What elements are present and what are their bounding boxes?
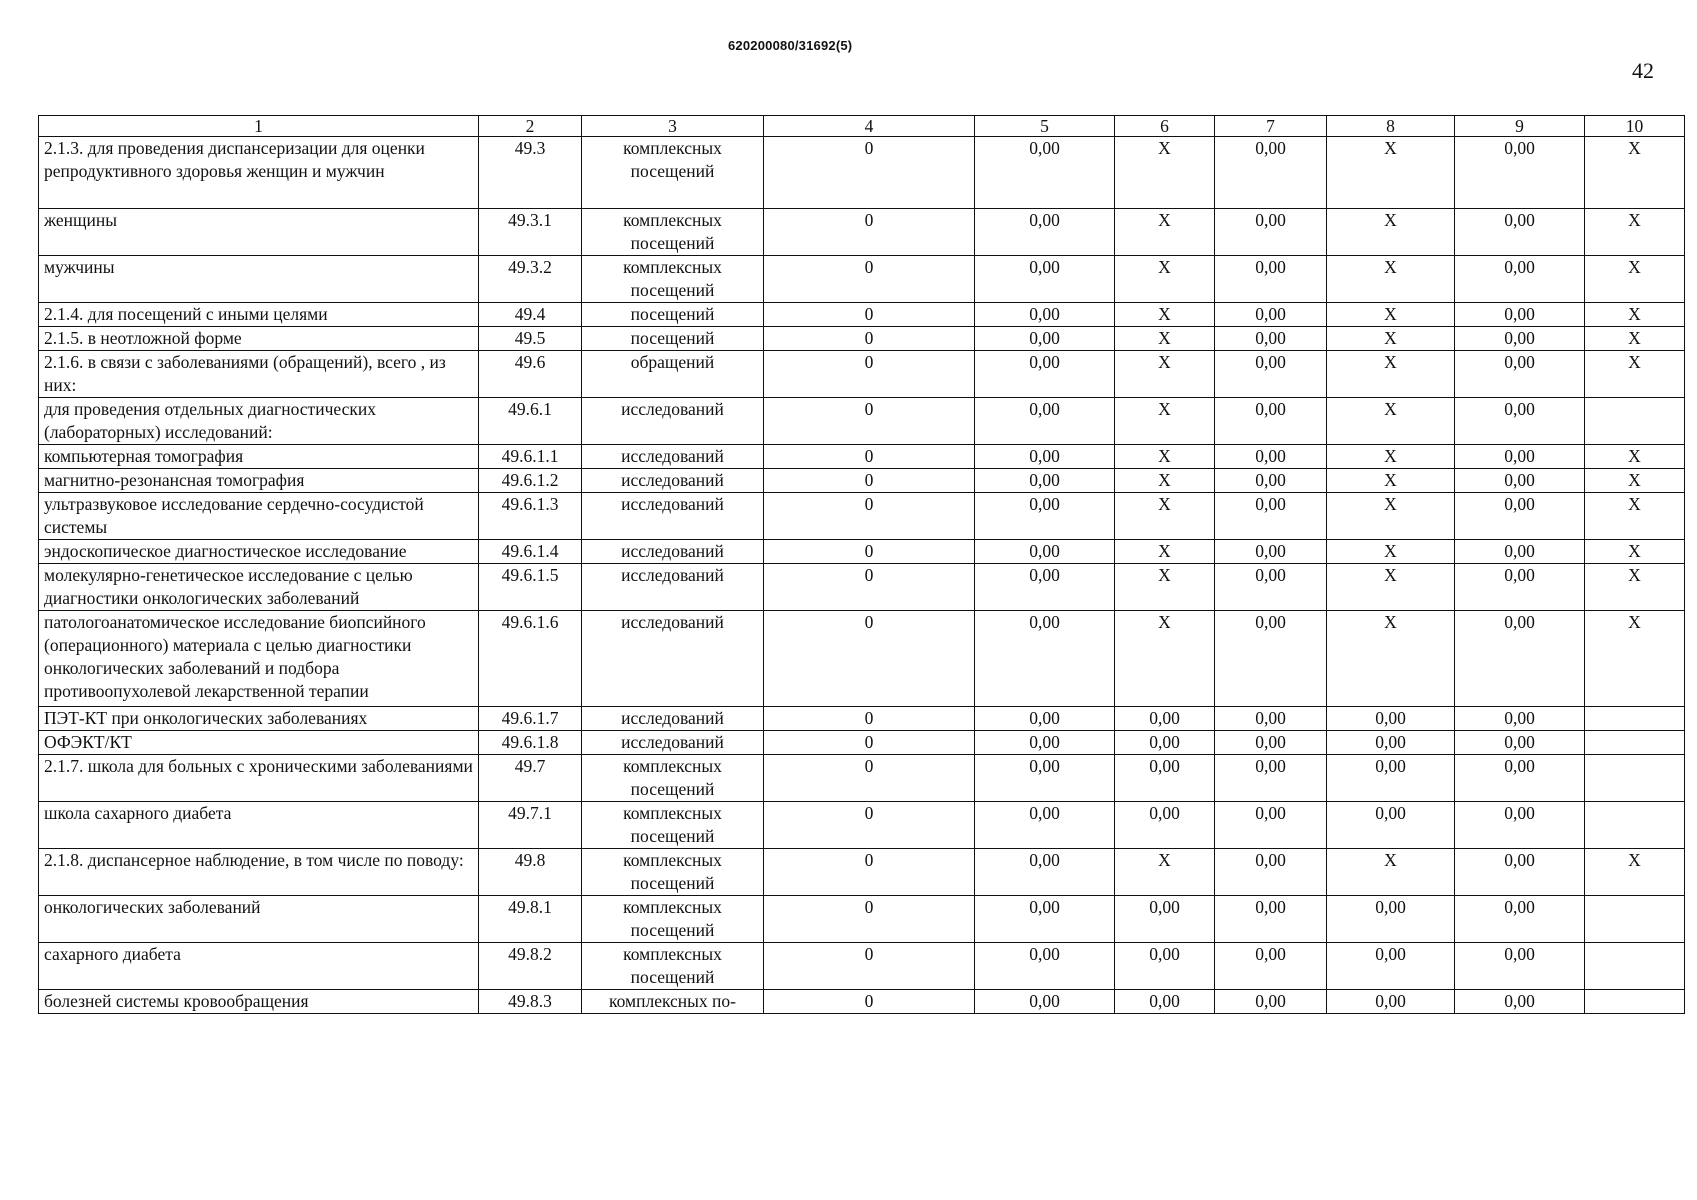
table-cell: посещений: [582, 303, 764, 327]
table-cell: 0: [764, 327, 975, 351]
table-cell: X: [1585, 540, 1685, 564]
table-cell: X: [1115, 303, 1215, 327]
table-cell: X: [1585, 303, 1685, 327]
table-cell: X: [1115, 351, 1215, 398]
table-cell: X: [1115, 445, 1215, 469]
table-cell: исследований: [582, 493, 764, 540]
table-cell: ультразвуковое исследование сердечно-сосудистой системы: [39, 493, 479, 540]
table-cell: 0,00: [1215, 943, 1327, 990]
table-cell: посещений: [582, 327, 764, 351]
table-cell: X: [1327, 493, 1455, 540]
table-cell: 49.8.2: [479, 943, 582, 990]
table-cell: ПЭТ-КТ при онкологических заболеваниях: [39, 707, 479, 731]
table-cell: [1585, 755, 1685, 802]
table-cell: 49.6.1.7: [479, 707, 582, 731]
table-cell: 0,00: [975, 493, 1115, 540]
table-cell: 0: [764, 398, 975, 445]
table-cell: X: [1585, 445, 1685, 469]
table-cell: комплексных по-: [582, 990, 764, 1014]
table-cell: исследований: [582, 564, 764, 611]
table-cell: комплексных посещений: [582, 256, 764, 303]
table-cell: 0,00: [1115, 990, 1215, 1014]
report-table-body: [39, 116, 1685, 1014]
table-cell: 0,00: [975, 731, 1115, 755]
table-row: [39, 445, 1685, 469]
table-row: [39, 209, 1685, 256]
table-row: [39, 755, 1685, 802]
table-cell: 0,00: [975, 849, 1115, 896]
table-cell: болезней системы кровообращения: [39, 990, 479, 1014]
column-header: 2: [479, 116, 582, 137]
table-cell: 0,00: [1215, 802, 1327, 849]
table-cell: X: [1327, 611, 1455, 707]
table-cell: X: [1115, 611, 1215, 707]
table-cell: 49.3.2: [479, 256, 582, 303]
table-cell: [1585, 707, 1685, 731]
table-cell: 0,00: [1455, 731, 1585, 755]
table-cell: 0,00: [1215, 990, 1327, 1014]
table-cell: 0,00: [1327, 990, 1455, 1014]
table-cell: исследований: [582, 445, 764, 469]
table-cell: 0,00: [1455, 209, 1585, 256]
table-cell: X: [1115, 469, 1215, 493]
column-header: 10: [1585, 116, 1685, 137]
table-cell: X: [1585, 256, 1685, 303]
table-cell: 0,00: [1115, 731, 1215, 755]
column-header: 7: [1215, 116, 1327, 137]
table-cell: 0,00: [1455, 351, 1585, 398]
table-cell: женщины: [39, 209, 479, 256]
table-cell: 0: [764, 802, 975, 849]
table-cell: 49.4: [479, 303, 582, 327]
table-cell: X: [1327, 303, 1455, 327]
table-cell: 49.6.1.2: [479, 469, 582, 493]
column-header: 8: [1327, 116, 1455, 137]
table-cell: 49.6.1.6: [479, 611, 582, 707]
table-cell: 0,00: [975, 802, 1115, 849]
table-row: [39, 611, 1685, 707]
table-cell: 2.1.7. школа для больных с хроническими заболеваниями: [39, 755, 479, 802]
table-cell: 0,00: [1455, 398, 1585, 445]
table-cell: X: [1585, 469, 1685, 493]
table-row: [39, 943, 1685, 990]
table-cell: 49.8.1: [479, 896, 582, 943]
table-cell: для проведения отдельных диагностических (лабораторных) исследований:: [39, 398, 479, 445]
table-cell: 49.6.1.1: [479, 445, 582, 469]
table-cell: X: [1327, 256, 1455, 303]
table-row: [39, 707, 1685, 731]
table-cell: 0,00: [1215, 564, 1327, 611]
table-cell: исследований: [582, 611, 764, 707]
table-cell: ОФЭКТ/КТ: [39, 731, 479, 755]
table-cell: X: [1585, 351, 1685, 398]
table-cell: 0,00: [1327, 802, 1455, 849]
table-cell: 0,00: [1455, 540, 1585, 564]
table-cell: 0,00: [1215, 849, 1327, 896]
table-cell: исследований: [582, 540, 764, 564]
table-cell: 0,00: [1455, 493, 1585, 540]
table-cell: 0,00: [975, 303, 1115, 327]
table-cell: X: [1115, 256, 1215, 303]
table-cell: 49.6.1.4: [479, 540, 582, 564]
table-cell: X: [1115, 327, 1215, 351]
table-cell: 0,00: [975, 327, 1115, 351]
table-cell: [1585, 398, 1685, 445]
column-header: 3: [582, 116, 764, 137]
table-cell: 0,00: [1455, 327, 1585, 351]
table-cell: 0,00: [1327, 943, 1455, 990]
table-cell: 0,00: [1455, 137, 1585, 209]
table-row: [39, 493, 1685, 540]
table-cell: 49.8: [479, 849, 582, 896]
table-cell: 0,00: [1215, 755, 1327, 802]
table-cell: X: [1585, 327, 1685, 351]
table-cell: 0,00: [1455, 707, 1585, 731]
table-cell: X: [1115, 564, 1215, 611]
table-cell: 49.7.1: [479, 802, 582, 849]
table-cell: 0,00: [975, 398, 1115, 445]
table-cell: 0,00: [1115, 755, 1215, 802]
table-cell: [1585, 990, 1685, 1014]
table-cell: комплексных посещений: [582, 755, 764, 802]
table-cell: комплексных посещений: [582, 849, 764, 896]
table-cell: X: [1585, 493, 1685, 540]
table-cell: 2.1.6. в связи с заболеваниями (обращений), всего , из них:: [39, 351, 479, 398]
table-cell: 49.6.1.8: [479, 731, 582, 755]
table-cell: 0: [764, 731, 975, 755]
table-cell: 0,00: [975, 540, 1115, 564]
table-cell: 0,00: [1215, 327, 1327, 351]
table-cell: 0,00: [1215, 707, 1327, 731]
table-cell: 0,00: [1215, 303, 1327, 327]
table-cell: 0: [764, 707, 975, 731]
table-cell: 0,00: [1215, 256, 1327, 303]
table-cell: 49.8.3: [479, 990, 582, 1014]
table-row: [39, 849, 1685, 896]
table-cell: X: [1327, 540, 1455, 564]
column-header: 9: [1455, 116, 1585, 137]
table-cell: 0: [764, 564, 975, 611]
table-cell: 49.7: [479, 755, 582, 802]
table-row: [39, 802, 1685, 849]
column-header: 5: [975, 116, 1115, 137]
table-cell: 0,00: [1455, 802, 1585, 849]
table-cell: 0,00: [975, 256, 1115, 303]
table-cell: X: [1115, 209, 1215, 256]
table-row: [39, 327, 1685, 351]
table-cell: 0,00: [1215, 540, 1327, 564]
table-row: [39, 540, 1685, 564]
table-cell: 0,00: [1455, 303, 1585, 327]
table-cell: онкологических заболеваний: [39, 896, 479, 943]
table-cell: 2.1.3. для проведения диспансеризации для оценки репродуктивного здоровья женщин и мужчин: [39, 137, 479, 209]
table-cell: 0,00: [1327, 755, 1455, 802]
table-cell: 0,00: [1215, 731, 1327, 755]
table-cell: комплексных посещений: [582, 943, 764, 990]
table-cell: исследований: [582, 469, 764, 493]
table-row: [39, 351, 1685, 398]
table-cell: [1585, 802, 1685, 849]
table-cell: 2.1.5. в неотложной форме: [39, 327, 479, 351]
table-cell: 0: [764, 137, 975, 209]
table-cell: 0,00: [1327, 731, 1455, 755]
table-cell: 0: [764, 540, 975, 564]
table-cell: 0,00: [1215, 469, 1327, 493]
table-cell: сахарного диабета: [39, 943, 479, 990]
table-cell: 0: [764, 755, 975, 802]
table-row: [39, 896, 1685, 943]
table-cell: X: [1327, 351, 1455, 398]
table-cell: X: [1115, 493, 1215, 540]
table-cell: 0,00: [1215, 896, 1327, 943]
table-cell: 0,00: [975, 564, 1115, 611]
table-row: [39, 731, 1685, 755]
table-cell: 49.3: [479, 137, 582, 209]
table-cell: [1585, 896, 1685, 943]
table-cell: 0,00: [1455, 896, 1585, 943]
table-cell: 0: [764, 943, 975, 990]
table-cell: 0,00: [975, 351, 1115, 398]
table-cell: X: [1115, 137, 1215, 209]
table-cell: 0: [764, 469, 975, 493]
table-cell: 0,00: [975, 137, 1115, 209]
table-cell: X: [1327, 849, 1455, 896]
page-number: 42: [1632, 58, 1654, 83]
table-cell: 0: [764, 493, 975, 540]
table-cell: школа сахарного диабета: [39, 802, 479, 849]
table-cell: 0,00: [1215, 493, 1327, 540]
table-cell: 0,00: [1215, 445, 1327, 469]
table-cell: 0,00: [975, 445, 1115, 469]
table-cell: 0: [764, 849, 975, 896]
table-cell: X: [1327, 469, 1455, 493]
table-cell: 0,00: [975, 990, 1115, 1014]
table-cell: 0: [764, 896, 975, 943]
table-cell: X: [1585, 209, 1685, 256]
table-cell: X: [1115, 849, 1215, 896]
table-cell: 2.1.4. для посещений с иными целями: [39, 303, 479, 327]
table-cell: 0,00: [1115, 802, 1215, 849]
table-cell: 0: [764, 303, 975, 327]
table-cell: 0,00: [1455, 990, 1585, 1014]
table-cell: 49.6.1.3: [479, 493, 582, 540]
table-cell: комплексных посещений: [582, 896, 764, 943]
table-cell: X: [1327, 445, 1455, 469]
column-header: 6: [1115, 116, 1215, 137]
table-cell: X: [1327, 137, 1455, 209]
table-cell: 0,00: [1115, 943, 1215, 990]
table-cell: X: [1327, 398, 1455, 445]
table-cell: 0: [764, 209, 975, 256]
table-cell: 2.1.8. диспансерное наблюдение, в том числе по поводу:: [39, 849, 479, 896]
table-cell: X: [1585, 611, 1685, 707]
table-cell: 0,00: [1455, 755, 1585, 802]
table-cell: 0,00: [975, 209, 1115, 256]
table-cell: 0,00: [1455, 256, 1585, 303]
table-cell: 0,00: [1115, 896, 1215, 943]
table-cell: компьютерная томография: [39, 445, 479, 469]
table-cell: 49.6: [479, 351, 582, 398]
table-cell: исследований: [582, 707, 764, 731]
table-cell: 0,00: [975, 707, 1115, 731]
table-cell: 0,00: [1215, 137, 1327, 209]
table-cell: обращений: [582, 351, 764, 398]
table-cell: магнитно-резонансная томография: [39, 469, 479, 493]
table-row: [39, 990, 1685, 1014]
table-cell: комплексных посещений: [582, 802, 764, 849]
table-cell: 0,00: [1215, 209, 1327, 256]
table-cell: 0,00: [1455, 611, 1585, 707]
table-cell: X: [1585, 564, 1685, 611]
table-cell: 0,00: [1455, 849, 1585, 896]
table-cell: эндоскопическое диагностическое исследование: [39, 540, 479, 564]
table-row: [39, 303, 1685, 327]
table-cell: исследований: [582, 731, 764, 755]
column-header-row: [39, 116, 1685, 137]
table-cell: 0: [764, 256, 975, 303]
table-cell: исследований: [582, 398, 764, 445]
table-cell: [1585, 943, 1685, 990]
document-id: 620200080/31692(5): [728, 38, 853, 53]
table-cell: X: [1115, 398, 1215, 445]
table-row: [39, 398, 1685, 445]
table-cell: 0,00: [1327, 707, 1455, 731]
table-cell: 0,00: [975, 469, 1115, 493]
table-cell: 0,00: [975, 896, 1115, 943]
table-cell: 0,00: [1115, 707, 1215, 731]
table-cell: 0,00: [975, 611, 1115, 707]
table-cell: 0: [764, 445, 975, 469]
table-cell: X: [1327, 564, 1455, 611]
table-cell: комплексных посещений: [582, 209, 764, 256]
table-cell: 0,00: [1455, 469, 1585, 493]
table-row: [39, 256, 1685, 303]
table-row: [39, 469, 1685, 493]
table-cell: 0: [764, 990, 975, 1014]
table-cell: 0,00: [975, 755, 1115, 802]
table-cell: [1585, 731, 1685, 755]
table-cell: 49.6.1.5: [479, 564, 582, 611]
table-cell: 49.3.1: [479, 209, 582, 256]
column-header: 1: [39, 116, 479, 137]
table-cell: патологоанатомическое исследование биопсийного (операционного) материала с целью диагностики онкологических заболеваний и подбора противоопухолевой лекарственной терапии: [39, 611, 479, 707]
table-cell: 0: [764, 351, 975, 398]
table-row: [39, 564, 1685, 611]
table-cell: X: [1115, 540, 1215, 564]
table-cell: 49.6.1: [479, 398, 582, 445]
table-cell: молекулярно-генетическое исследование с целью диагностики онкологических заболеваний: [39, 564, 479, 611]
table-cell: 0,00: [1215, 351, 1327, 398]
table-cell: 0: [764, 611, 975, 707]
table-cell: X: [1327, 209, 1455, 256]
table-cell: X: [1327, 327, 1455, 351]
report-table: [38, 115, 1685, 1014]
table-cell: 0,00: [1215, 398, 1327, 445]
table-cell: 0,00: [1455, 445, 1585, 469]
table-cell: X: [1585, 137, 1685, 209]
table-cell: X: [1585, 849, 1685, 896]
table-cell: 0,00: [975, 943, 1115, 990]
table-cell: 0,00: [1455, 943, 1585, 990]
table-cell: мужчины: [39, 256, 479, 303]
table-cell: 0,00: [1215, 611, 1327, 707]
table-cell: комплексных посещений: [582, 137, 764, 209]
column-header: 4: [764, 116, 975, 137]
table-cell: 49.5: [479, 327, 582, 351]
table-cell: 0,00: [1455, 564, 1585, 611]
table-cell: 0,00: [1327, 896, 1455, 943]
table-row: [39, 137, 1685, 209]
